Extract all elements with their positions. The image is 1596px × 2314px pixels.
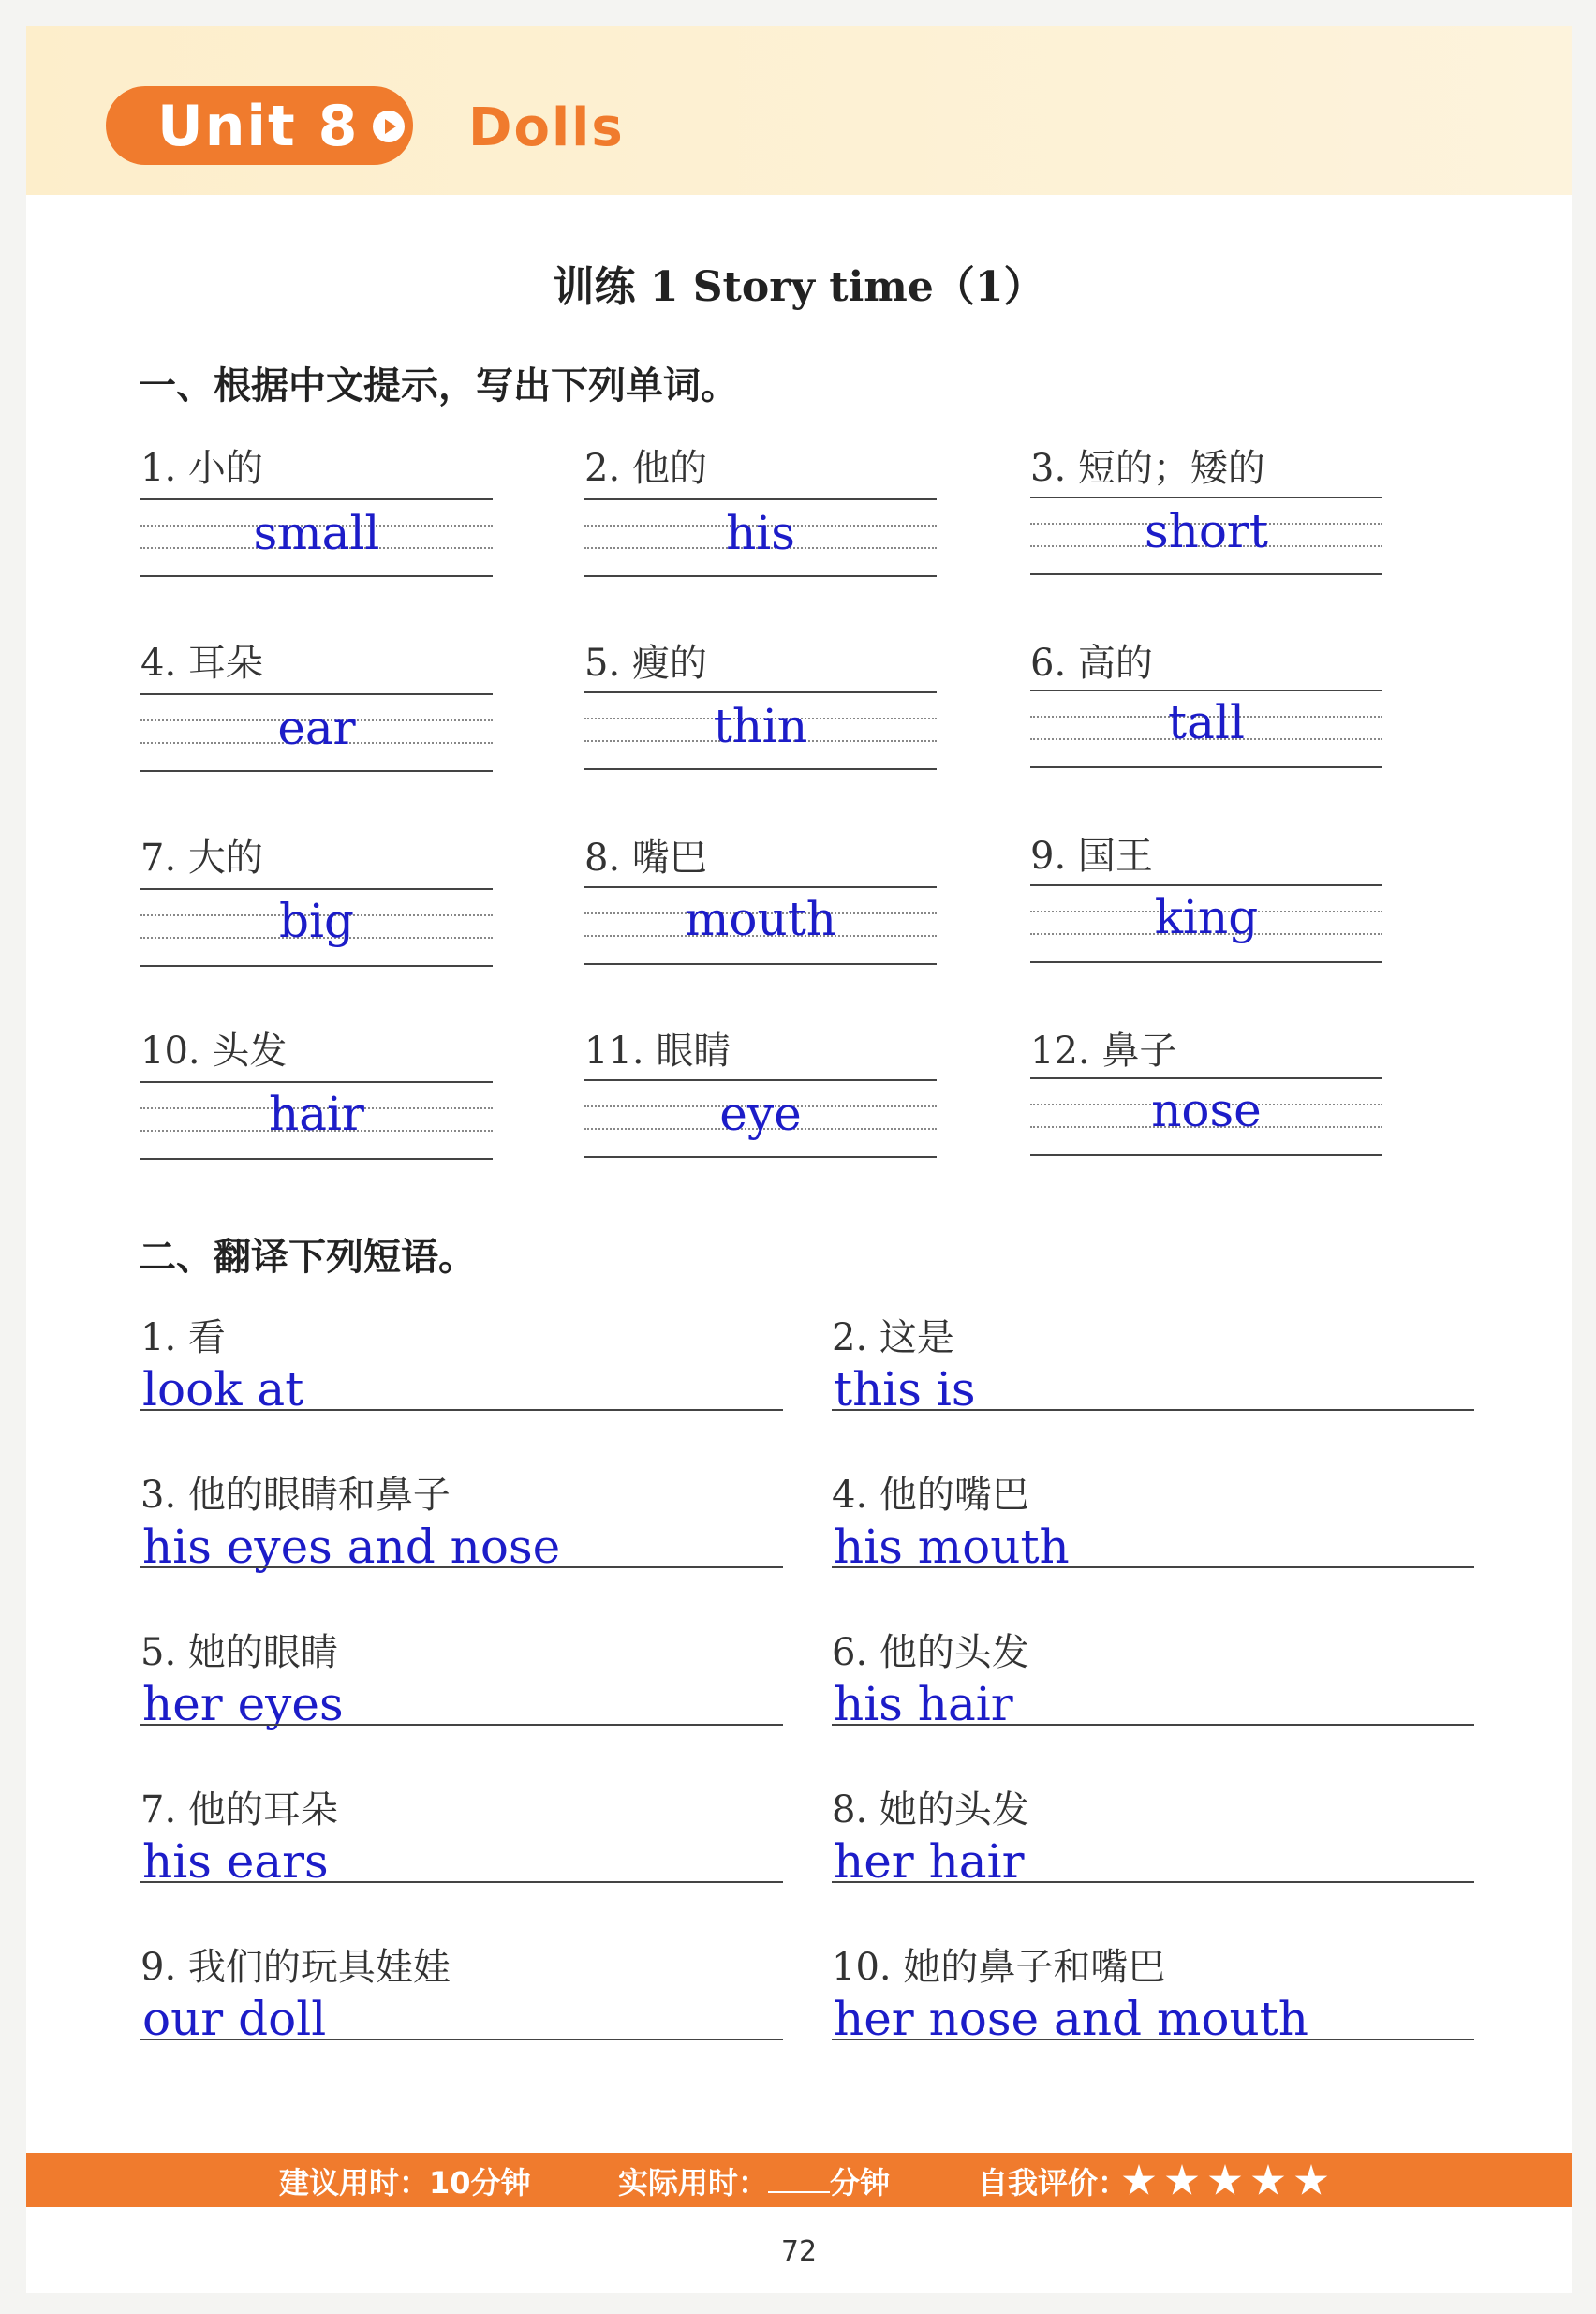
word-answer[interactable]: short xyxy=(1145,504,1268,558)
answer-line xyxy=(832,2039,1474,2040)
section-2-title: 二、翻译下列短语。 xyxy=(139,1236,476,1279)
writing-line xyxy=(1030,690,1382,691)
phrase-prompt: 9. 我们的玩具娃娃 xyxy=(140,1946,451,1989)
phrase-answer[interactable]: her eyes xyxy=(142,1677,344,1731)
phrase-answer[interactable]: his eyes and nose xyxy=(142,1520,561,1574)
word-prompt: 12. 鼻子 xyxy=(1030,1030,1177,1073)
writing-line xyxy=(584,1079,937,1081)
worksheet-page xyxy=(26,26,1572,2293)
lesson-title: 训练 1 Story time（1） xyxy=(553,263,1045,311)
writing-line xyxy=(1030,1154,1382,1156)
answer-line xyxy=(140,1409,783,1411)
writing-line xyxy=(1030,573,1382,575)
word-answer[interactable]: his xyxy=(726,506,795,560)
answer-line xyxy=(140,2039,783,2040)
phrase-answer[interactable]: look at xyxy=(142,1362,304,1417)
actual-time-label: 实际用时： xyxy=(618,2165,769,2201)
suggested-time: 建议用时：10分钟 xyxy=(279,2165,531,2201)
word-prompt: 9. 国王 xyxy=(1030,835,1153,878)
actual-time-unit: 分钟 xyxy=(830,2165,891,2201)
word-prompt: 6. 高的 xyxy=(1030,642,1153,685)
phrase-prompt: 3. 他的眼睛和鼻子 xyxy=(140,1474,451,1517)
phrase-prompt: 7. 他的耳朵 xyxy=(140,1788,338,1832)
word-prompt: 7. 大的 xyxy=(140,837,263,880)
phrase-answer[interactable]: this is xyxy=(834,1362,976,1417)
word-answer[interactable]: ear xyxy=(277,701,356,755)
word-prompt: 10. 头发 xyxy=(140,1030,288,1073)
writing-line xyxy=(140,575,493,577)
arrow-right-icon xyxy=(373,111,405,142)
phrase-answer[interactable]: her nose and mouth xyxy=(834,1992,1308,2046)
phrase-prompt: 4. 他的嘴巴 xyxy=(832,1474,1029,1517)
writing-line xyxy=(584,768,937,770)
phrase-answer[interactable]: his mouth xyxy=(834,1520,1070,1574)
word-answer[interactable]: hair xyxy=(269,1087,364,1141)
phrase-answer[interactable]: his ears xyxy=(142,1834,329,1889)
writing-line xyxy=(584,691,937,693)
writing-line xyxy=(584,575,937,577)
answer-line xyxy=(832,1566,1474,1568)
phrase-answer[interactable]: her hair xyxy=(834,1834,1025,1889)
answer-line xyxy=(832,1409,1474,1411)
writing-line xyxy=(1030,884,1382,886)
word-answer[interactable]: mouth xyxy=(684,892,836,946)
writing-line xyxy=(140,965,493,967)
word-prompt: 1. 小的 xyxy=(140,447,263,490)
writing-line xyxy=(140,498,493,500)
phrase-prompt: 6. 他的头发 xyxy=(832,1631,1029,1674)
writing-line xyxy=(140,770,493,772)
word-answer[interactable]: big xyxy=(278,894,354,948)
unit-topic: Dolls xyxy=(468,97,625,158)
phrase-prompt: 10. 她的鼻子和嘴巴 xyxy=(832,1946,1166,1989)
writing-line xyxy=(140,1158,493,1160)
answer-line xyxy=(140,1566,783,1568)
word-prompt: 2. 他的 xyxy=(584,447,707,490)
phrase-prompt: 2. 这是 xyxy=(832,1316,954,1359)
phrase-answer[interactable]: his hair xyxy=(834,1677,1013,1731)
unit-label: Unit 8 xyxy=(157,94,360,159)
word-answer[interactable]: nose xyxy=(1151,1083,1262,1137)
writing-line xyxy=(1030,1077,1382,1079)
word-prompt: 5. 瘦的 xyxy=(584,642,707,685)
section-1-title: 一、根据中文提示，写出下列单词。 xyxy=(139,364,738,408)
writing-line xyxy=(140,888,493,890)
writing-line xyxy=(140,1081,493,1083)
writing-line xyxy=(584,1156,937,1158)
phrase-answer[interactable]: our doll xyxy=(142,1992,327,2046)
answer-line xyxy=(140,1881,783,1883)
phrase-prompt: 1. 看 xyxy=(140,1316,226,1359)
page-number: 72 xyxy=(780,2235,818,2268)
word-prompt: 8. 嘴巴 xyxy=(584,837,707,880)
word-answer[interactable]: king xyxy=(1154,890,1259,944)
word-prompt: 3. 短的；矮的 xyxy=(1030,447,1265,490)
actual-time-blank[interactable] xyxy=(768,2167,830,2193)
word-answer[interactable]: tall xyxy=(1168,695,1245,749)
self-eval-label: 自我评价： xyxy=(978,2165,1129,2201)
answer-line xyxy=(832,1724,1474,1726)
writing-line xyxy=(584,963,937,965)
phrase-prompt: 5. 她的眼睛 xyxy=(140,1631,338,1674)
word-prompt: 4. 耳朵 xyxy=(140,642,263,685)
answer-line xyxy=(140,1724,783,1726)
writing-line xyxy=(140,693,493,695)
word-prompt: 11. 眼睛 xyxy=(584,1030,732,1073)
writing-line xyxy=(584,886,937,888)
phrase-prompt: 8. 她的头发 xyxy=(832,1788,1029,1832)
writing-line xyxy=(584,498,937,500)
writing-line xyxy=(1030,766,1382,768)
word-answer[interactable]: thin xyxy=(713,699,808,753)
word-answer[interactable]: eye xyxy=(719,1087,802,1141)
writing-line xyxy=(1030,497,1382,498)
answer-line xyxy=(832,1881,1474,1883)
actual-time xyxy=(618,2159,890,2203)
writing-line xyxy=(1030,961,1382,963)
word-answer[interactable]: small xyxy=(253,506,380,560)
